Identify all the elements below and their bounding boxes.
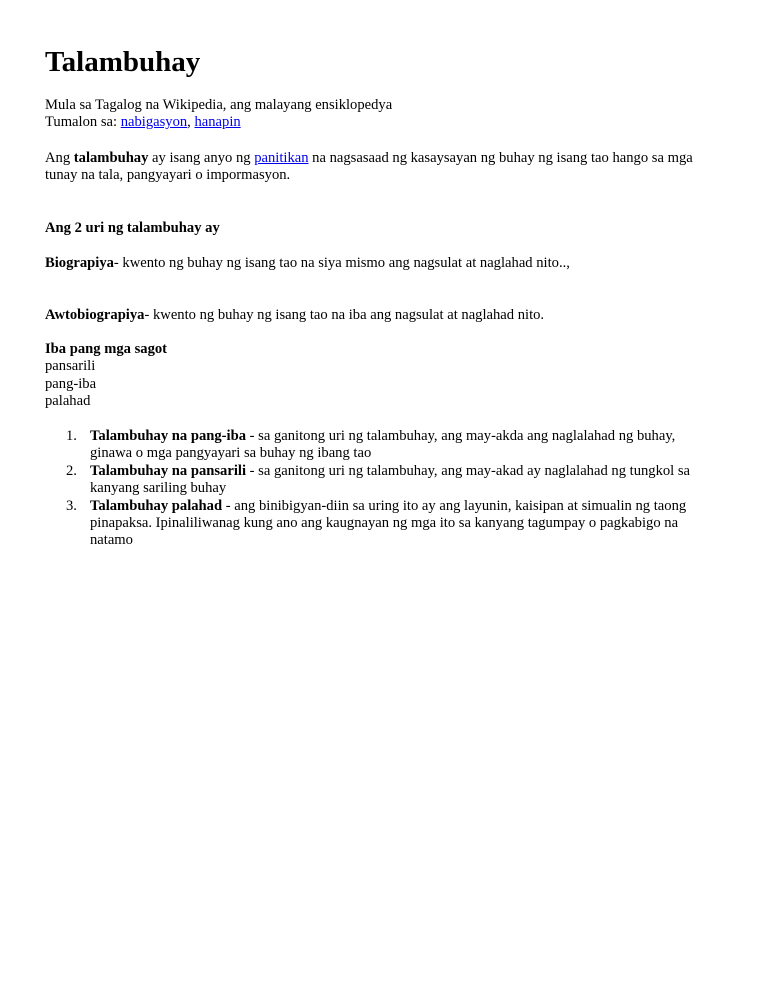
jump-separator: , (187, 114, 195, 131)
list-item-term: Talambuhay na pansarili (90, 462, 246, 479)
list-item (45, 463, 725, 498)
site-subtitle-block (45, 97, 725, 132)
intro-line-2: tunay na tala, pangyayari o impormasyon. (45, 167, 291, 184)
site-subtitle: Mula sa Tagalog na Wikipedia, ang malayang ensiklopedya (45, 97, 393, 113)
biografia-text: - kwento ng buhay ng isang tao na siya mismo ang nagsulat at naglahad nito.., (113, 255, 570, 271)
list-item-number: 3. (66, 497, 77, 514)
panitikan-link[interactable]: panitikan (254, 150, 309, 166)
list-item-line-2: kanyang sariling buhay (90, 480, 227, 497)
biografia-paragraph (45, 255, 725, 272)
navigation-link[interactable]: nabigasyon (120, 114, 188, 131)
list-item-line-2: pinapaksa. Ipinaliliwanag kung ano ang kaugnayan ng mga ito sa kanyang tagumpay o pagkabigo na (90, 515, 679, 532)
other-answer-item: palahad (45, 393, 91, 410)
awtobiografia-term: Awtobiograpiya (45, 307, 145, 323)
list-item-text: - ang binibigyan-diin sa uring ito ay ang layunin, kaisipan at simualin ng taong (222, 497, 687, 514)
intro-text-b: ay isang anyo ng (148, 150, 255, 166)
awtobiografia-text: - kwento ng buhay ng isang tao na iba ang nagsulat at naglahad nito. (144, 307, 545, 323)
intro-text-c: na nagsasaad ng kasaysayan ng buhay ng isang tao hango sa mga (308, 150, 693, 166)
page-title: Talambuhay (45, 46, 201, 78)
intro-line-1 (45, 150, 725, 167)
list-item (45, 428, 725, 463)
list-item-line-3: natamo (90, 532, 133, 549)
list-item-line-1 (90, 463, 725, 480)
jump-to-line (45, 114, 725, 131)
list-item-text: - sa ganitong uri ng talambuhay, ang may-akad ay naglalahad ng tungkol sa (246, 462, 691, 479)
intro-paragraph (45, 150, 725, 185)
awtobiografia-line (45, 307, 725, 324)
types-heading-block (45, 220, 725, 237)
list-item-number: 1. (66, 428, 77, 444)
biografia-term: Biograpiya (45, 255, 114, 271)
list-item (45, 498, 725, 550)
list-item-term: Talambuhay palahad (90, 497, 223, 514)
intro-text-a: Ang (45, 150, 74, 166)
list-item-line-2: ginawa o mga pangyayari sa buhay ng ibang tao (90, 445, 372, 462)
search-link[interactable]: hanapin (194, 114, 241, 131)
types-heading: Ang 2 uri ng talambuhay ay (45, 220, 220, 236)
other-answer-item: pansarili (45, 358, 96, 375)
list-item-line-1 (90, 498, 725, 515)
jump-to-prefix: Tumalon sa: (45, 114, 121, 131)
intro-bold-term: talambuhay (73, 150, 149, 166)
awtobiografia-paragraph (45, 307, 725, 324)
list-item-term: Talambuhay na pang-iba (90, 428, 247, 444)
types-list (45, 428, 725, 550)
other-answers-block (45, 341, 725, 411)
list-item-number: 2. (66, 462, 77, 479)
other-answer-item: pang-iba (45, 375, 97, 392)
other-answers-heading: Iba pang mga sagot (45, 341, 168, 357)
list-item-line-1 (90, 428, 725, 445)
biografia-line (45, 255, 725, 272)
list-item-text: - sa ganitong uri ng talambuhay, ang may-akda ang naglalahad ng buhay, (246, 428, 676, 444)
types-list-block (45, 428, 725, 550)
